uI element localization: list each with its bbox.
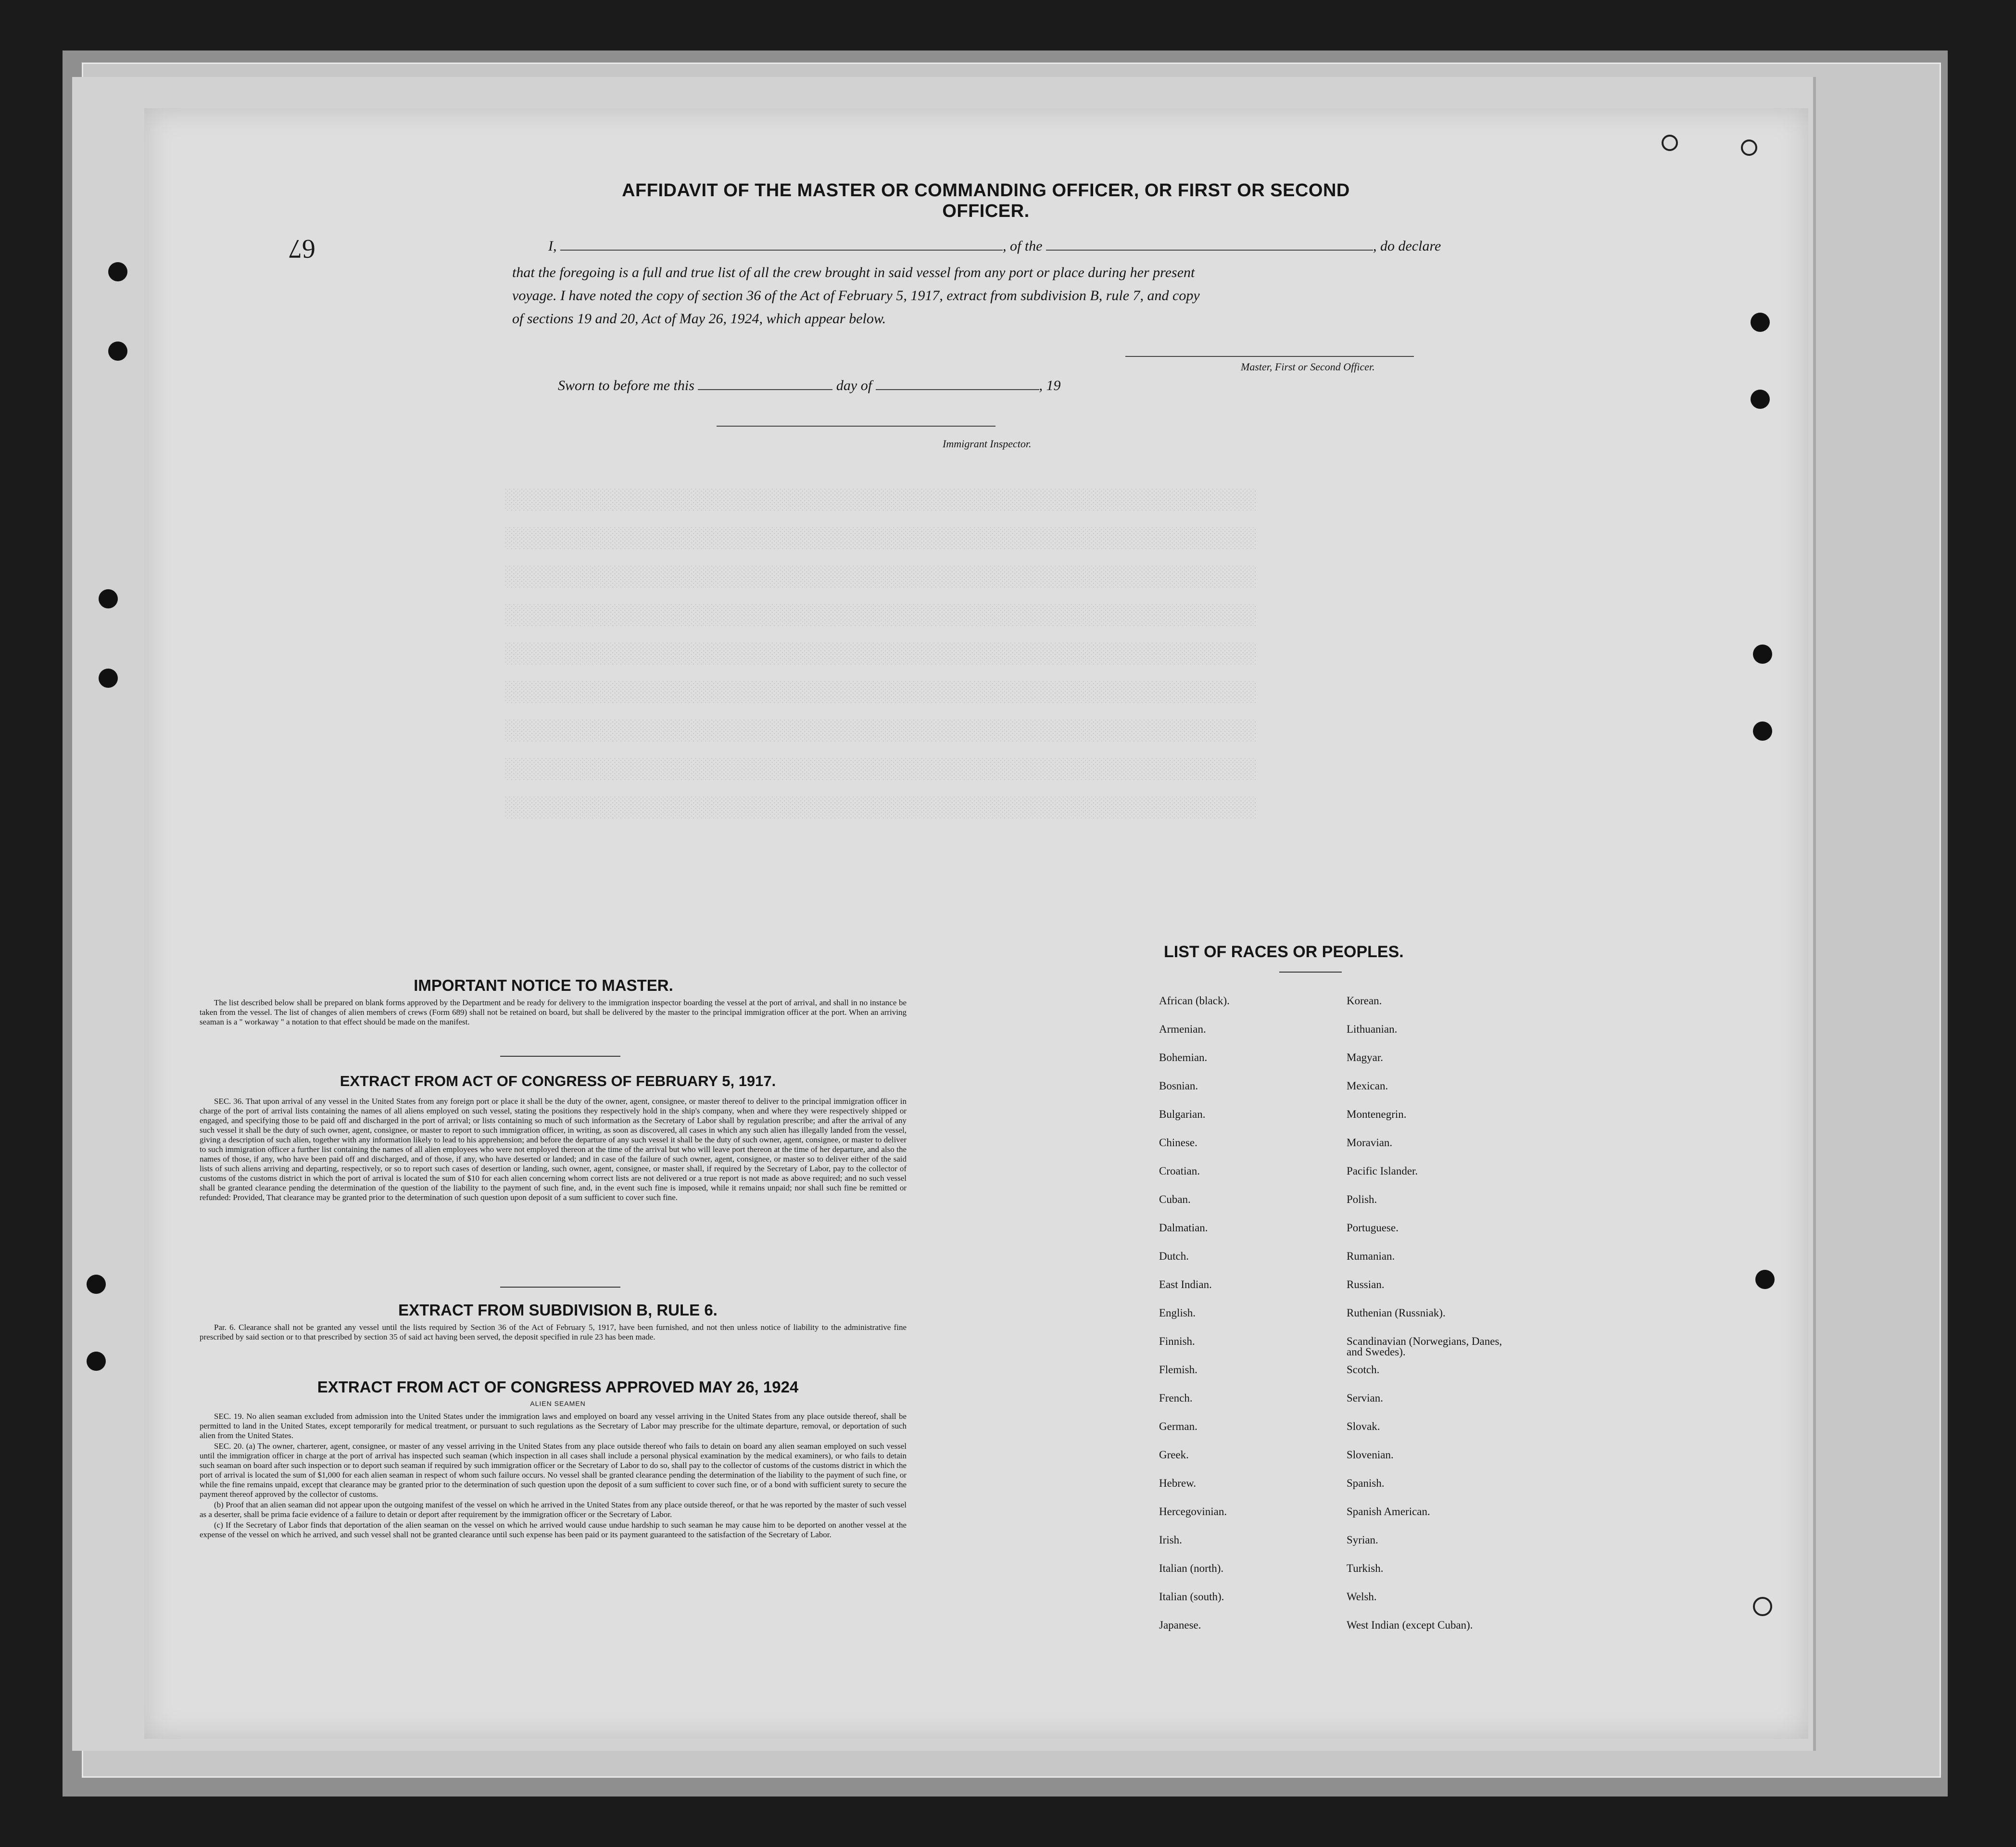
important-notice-title: IMPORTANT NOTICE TO MASTER.	[414, 976, 673, 994]
race-item: Spanish American.	[1347, 1505, 1430, 1518]
race-item: Lithuanian.	[1347, 1023, 1398, 1035]
race-item: Slovenian.	[1347, 1449, 1394, 1461]
act-1924-section-20c: (c) If the Secretary of Labor finds that deportation of the alien seaman on the vessel on which he arrived would cause undue hardship to such seaman he may cause him to be deported on another vessel at the expense of the vessel on which he arrived, and such vessel shall not be granted clearance until such expense has been paid or its payment guaranteed to the satisfaction of the Secretary of Labor.	[200, 1520, 907, 1539]
race-item: Montenegrin.	[1347, 1108, 1407, 1120]
races-divider	[1279, 972, 1342, 973]
sworn-prefix: Sworn to before me this	[558, 378, 694, 393]
sworn-line	[558, 378, 1061, 394]
race-item: Hebrew.	[1159, 1477, 1197, 1489]
race-item: German.	[1159, 1420, 1197, 1432]
act-1917-section-36: SEC. 36. That upon arrival of any vessel in the United States from any foreign port or place it shall be the duty of the owner, agent, consignee, or master thereof to deliver to the principal immigration officer in charge of the port of arrival lists containing the names of all aliens employed on such vessel, stating the positions they respectively hold in the ship's company, when and where they were respectively shipped or engaged, and specifying those to be paid off and discharged in the port of arrival; or lists containing so much of such information as the Secretary of Labor shall by regulation prescribe; and after the arrival of any such vessel it shall be the duty of such owner, agent, consignee, or master to report to such immigration officer, in writing, as soon as discovered, all cases in which any such alien has illegally landed from the vessel, giving a description of such alien, together with any information likely to lead to his apprehension; and before the departure of any such vessel it shall be the duty of such owner, agent, consignee, or master to deliver to such immigration officer a further list containing the names of all alien employees who were not employed thereon at the time of the arrival but who will leave port thereon at the time of her departure, and also the names of those, if any, who have been paid off and discharged, and of those, if any, who have deserted or landed; and in case of the failure of such owner, agent, consignee, or master so to deliver either of the said lists of such aliens arriving and departing, respectively, or so to report such cases of desertion or landing, such owner, agent, consignee, or master shall, if required by the Secretary of Labor, pay to the collector of customs of the customs district in which the port of arrival is located the sum of $10 for each alien concerning whom correct lists are not delivered or a true report is not made as above required; and no such vessel shall be granted clearance pending the determination of the question of the liability to the payment of such fine, and, in the event such fine is imposed, while it remains unpaid; nor shall such fine be remitted or refunded: Provided, That clearance may be granted prior to the determination of such question upon deposit of a sum sufficient to cover such fine.	[200, 1097, 907, 1202]
name-blank	[560, 238, 1003, 251]
punch-hole-right-3	[1753, 645, 1772, 664]
inspector-signature-label: Immigrant Inspector.	[943, 438, 1032, 450]
divider-2	[500, 1287, 620, 1288]
sworn-year: , 19	[1039, 378, 1061, 393]
race-item: Slovak.	[1347, 1420, 1380, 1432]
race-item: Magyar.	[1347, 1051, 1384, 1063]
race-item: Polish.	[1347, 1193, 1377, 1205]
race-item: Bosnian.	[1159, 1080, 1198, 1092]
affidavit-line-1	[548, 238, 1441, 254]
race-item: Servian.	[1347, 1392, 1384, 1404]
race-item: Armenian.	[1159, 1023, 1206, 1035]
race-item: Dalmatian.	[1159, 1222, 1208, 1234]
sworn-day-blank	[698, 378, 832, 390]
act-1917-title: EXTRACT FROM ACT OF CONGRESS OF FEBRUARY 5, 1917.	[340, 1073, 776, 1089]
race-item: Irish.	[1159, 1534, 1182, 1546]
inspector-signature-line	[717, 426, 995, 427]
race-item: Rumanian.	[1347, 1250, 1395, 1262]
punch-hole-left-4	[99, 669, 118, 688]
race-item: Dutch.	[1159, 1250, 1189, 1262]
races-title: LIST OF RACES OR PEOPLES.	[1164, 943, 1404, 961]
punch-hole-left-5	[87, 1275, 106, 1294]
race-item: Greek.	[1159, 1449, 1189, 1461]
affidavit-i: I,	[548, 238, 557, 254]
race-item: African (black).	[1159, 995, 1230, 1007]
act-1924-text	[200, 1412, 907, 1541]
important-notice-paragraph: The list described below shall be prepared on blank forms approved by the Department and be ready for delivery to the immigration inspector boarding the vessel at the port of arrival, and shall in no instance be taken from the vessel. The list of changes of alien members of crews (Form 689) shall not be retained on board, but shall be delivered by the master to the principal immigration officer at the port. When an arriving seaman is a " workaway " a notation to that effect should be made on the manifest.	[200, 998, 907, 1026]
race-item: Pacific Islander.	[1347, 1165, 1418, 1177]
act-1924-section-19: SEC. 19. No alien seaman excluded from admission into the United States under the immigration laws and employed on board any vessel arriving in the United States from any place outside thereof, shall be permitted to land in the United States, except temporarily for medical treatment, or pursuant to such regulations as the Secretary of Labor may prescribe for the ultimate departure, removal, or deportation of such alien from the United States.	[200, 1412, 907, 1440]
affidavit-line-2: that the foregoing is a full and true list of all the crew brought in said vessel from any port or place during her present	[512, 265, 1195, 280]
punch-hole-right-2	[1751, 390, 1770, 409]
affidavit-declare: , do declare	[1373, 238, 1441, 254]
race-item: Chinese.	[1159, 1137, 1197, 1149]
race-item: Croatian.	[1159, 1165, 1200, 1177]
race-item: English.	[1159, 1307, 1196, 1319]
rule-6-title: EXTRACT FROM SUBDIVISION B, RULE 6.	[398, 1301, 718, 1319]
master-signature-label: Master, First or Second Officer.	[1241, 361, 1375, 373]
page-number: 67	[289, 234, 315, 264]
divider-1	[500, 1056, 620, 1057]
race-item: French.	[1159, 1392, 1193, 1404]
rule-6-paragraph: Par. 6. Clearance shall not be granted any vessel until the lists required by Section 36 of the Act of February 5, 1917, have been furnished, and not then unless notice of liability to the administrative fine prescribed by said section or to that prescribed by section 35 of said act having been served, the deposit specified in rule 23 has been made.	[200, 1323, 907, 1341]
race-item: Japanese.	[1159, 1619, 1201, 1631]
race-item: Mexican.	[1347, 1080, 1388, 1092]
punch-hole-left-3	[99, 589, 118, 608]
race-item: Turkish.	[1347, 1562, 1384, 1574]
race-item: Italian (south).	[1159, 1591, 1224, 1603]
punch-hole-right-1	[1751, 313, 1770, 332]
race-item: Welsh.	[1347, 1591, 1377, 1603]
race-item: Korean.	[1347, 995, 1382, 1007]
race-item: Flemish.	[1159, 1364, 1197, 1376]
act-1924-title: EXTRACT FROM ACT OF CONGRESS APPROVED MAY 26, 1924	[317, 1378, 799, 1396]
punch-hole-right-5	[1755, 1270, 1775, 1289]
sworn-day-of: day of	[836, 378, 872, 393]
reverse-side-bleed: ░░░░░░░░░░░░░░░░░░░░░░░░░░░░░░░░░░░░░░░░░░░░░░░░░░░░░░░░░░░░░░ ░░░░░░░░░░░░░░░░░░░░░░░░░░░░░░░░░░░░░░░░░░░░░░░░░░░░░░░░░░░░░░ ░░░░░░░░░░░░░░░░░░░░░░░░░░░░░░░░░░░░░░░░░░░░░░░░░░░░░░░░░░░░░░ ░░░░░░░░░░░░░░░░░░░░░░░░░░░░░░░░░░░░░░░░░░░░░░░░░░░░░░░░░░░░░░ ░░░░░░░░░░░░░░░░░░░░░░░░░░░░░░░░░░░░░░░░░░░░░░░░░░░░░░░░░░░░░░ ░░░░░░░░░░░░░░░░░░░░░░░░░░░░░░░░░░░░░░░░░░░░░░░░░░░░░░░░░░░░░░ ░░░░░░░░░░░░░░░░░░░░░░░░░░░░░░░░░░░░░░░░░░░░░░░░░░░░░░░░░░░░░░ ░░░░░░░░░░░░░░░░░░░░░░░░░░░░░░░░░░░░░░░░░░░░░░░░░░░░░░░░░░░░░░ ░░░░░░░░░░░░░░░░░░░░░░░░░░░░░░░░░░░░░░░░░░░░░░░░░░░░░░░░░░░░░░	[505, 489, 1257, 820]
race-item: Portuguese.	[1347, 1222, 1399, 1234]
race-item: Bulgarian.	[1159, 1108, 1206, 1120]
race-item: Finnish.	[1159, 1335, 1195, 1347]
races-left-column	[1159, 996, 1230, 1648]
act-1924-section-20a: SEC. 20. (a) The owner, charterer, agent, consignee, or master of any vessel arriving in the United States from any place outside thereof who fails to detain on board any alien seaman employed on such vessel until the immigration officer in charge at the port of arrival has inspected such seaman (which inspection in all cases shall include a personal physical examination by the medical examiners), or who fails to detain such seaman on board after such inspection or to deport such seaman if required by such immigration officer or the Secretary of Labor to do so, shall pay to the collector of customs of the customs district in which the port of arrival is located the sum of $1,000 for each alien seaman in respect of whom such failure occurs. No vessel shall be granted clearance pending the determination of the liability to the payment of such fine, or while the fine remains unpaid, except that clearance may be granted prior to the determination of such question upon the deposit of a sum sufficient to cover such fine, or of a bond with sufficient surety to secure the payment thereof approved by the collector of customs.	[200, 1442, 907, 1499]
race-item: Spanish.	[1347, 1477, 1385, 1489]
punch-hole-left-1	[108, 262, 127, 281]
race-item: Moravian.	[1347, 1137, 1393, 1149]
race-item: Scotch.	[1347, 1364, 1380, 1376]
race-item: Bohemian.	[1159, 1051, 1208, 1063]
punch-hole-right-4	[1753, 721, 1772, 741]
punch-hole-top-2	[1741, 139, 1757, 156]
race-item: Italian (north).	[1159, 1562, 1224, 1574]
act-1924-section-20b: (b) Proof that an alien seaman did not appear upon the outgoing manifest of the vessel on which he arrived in the United States from any place outside thereof, or that he was reported by the master of such vessel as a deserter, shall be prima facie evidence of a failure to detain or deport after requirement by the immigration officer or the Secretary of Labor.	[200, 1500, 907, 1519]
act-1917-text	[200, 1097, 907, 1203]
master-signature-line	[1125, 356, 1414, 357]
affidavit-line-4: of sections 19 and 20, Act of May 26, 1924, which appear below.	[512, 311, 886, 327]
rule-6-text	[200, 1323, 907, 1343]
affidavit-line-3: voyage. I have noted the copy of section 36 of the Act of February 5, 1917, extract from subdivision B, rule 7, and copy	[512, 288, 1200, 304]
sworn-month-blank	[876, 378, 1039, 390]
races-right-column	[1347, 996, 1529, 1648]
vessel-blank	[1046, 238, 1373, 251]
race-item: Scandinavian (Norwegians, Danes, and Swedes).	[1347, 1335, 1502, 1358]
race-item: Hercegovinian.	[1159, 1505, 1227, 1518]
affidavit-title: AFFIDAVIT OF THE MASTER OR COMMANDING OFFICER, OR FIRST OR SECOND OFFICER.	[622, 180, 1350, 221]
important-notice-text	[200, 998, 907, 1028]
race-item: West Indian (except Cuban).	[1347, 1619, 1473, 1631]
race-item: Ruthenian (Russniak).	[1347, 1307, 1446, 1319]
affidavit-of-the: , of the	[1003, 238, 1043, 254]
race-item: Syrian.	[1347, 1534, 1378, 1546]
punch-hole-left-6	[87, 1352, 106, 1371]
punch-hole-top-1	[1662, 135, 1678, 151]
race-item: East Indian.	[1159, 1278, 1212, 1290]
race-item: Russian.	[1347, 1278, 1385, 1290]
punch-hole-left-2	[108, 342, 127, 361]
punch-hole-right-6	[1753, 1597, 1772, 1616]
act-1924-subtitle: ALIEN SEAMEN	[530, 1400, 586, 1407]
race-item: Cuban.	[1159, 1193, 1191, 1205]
